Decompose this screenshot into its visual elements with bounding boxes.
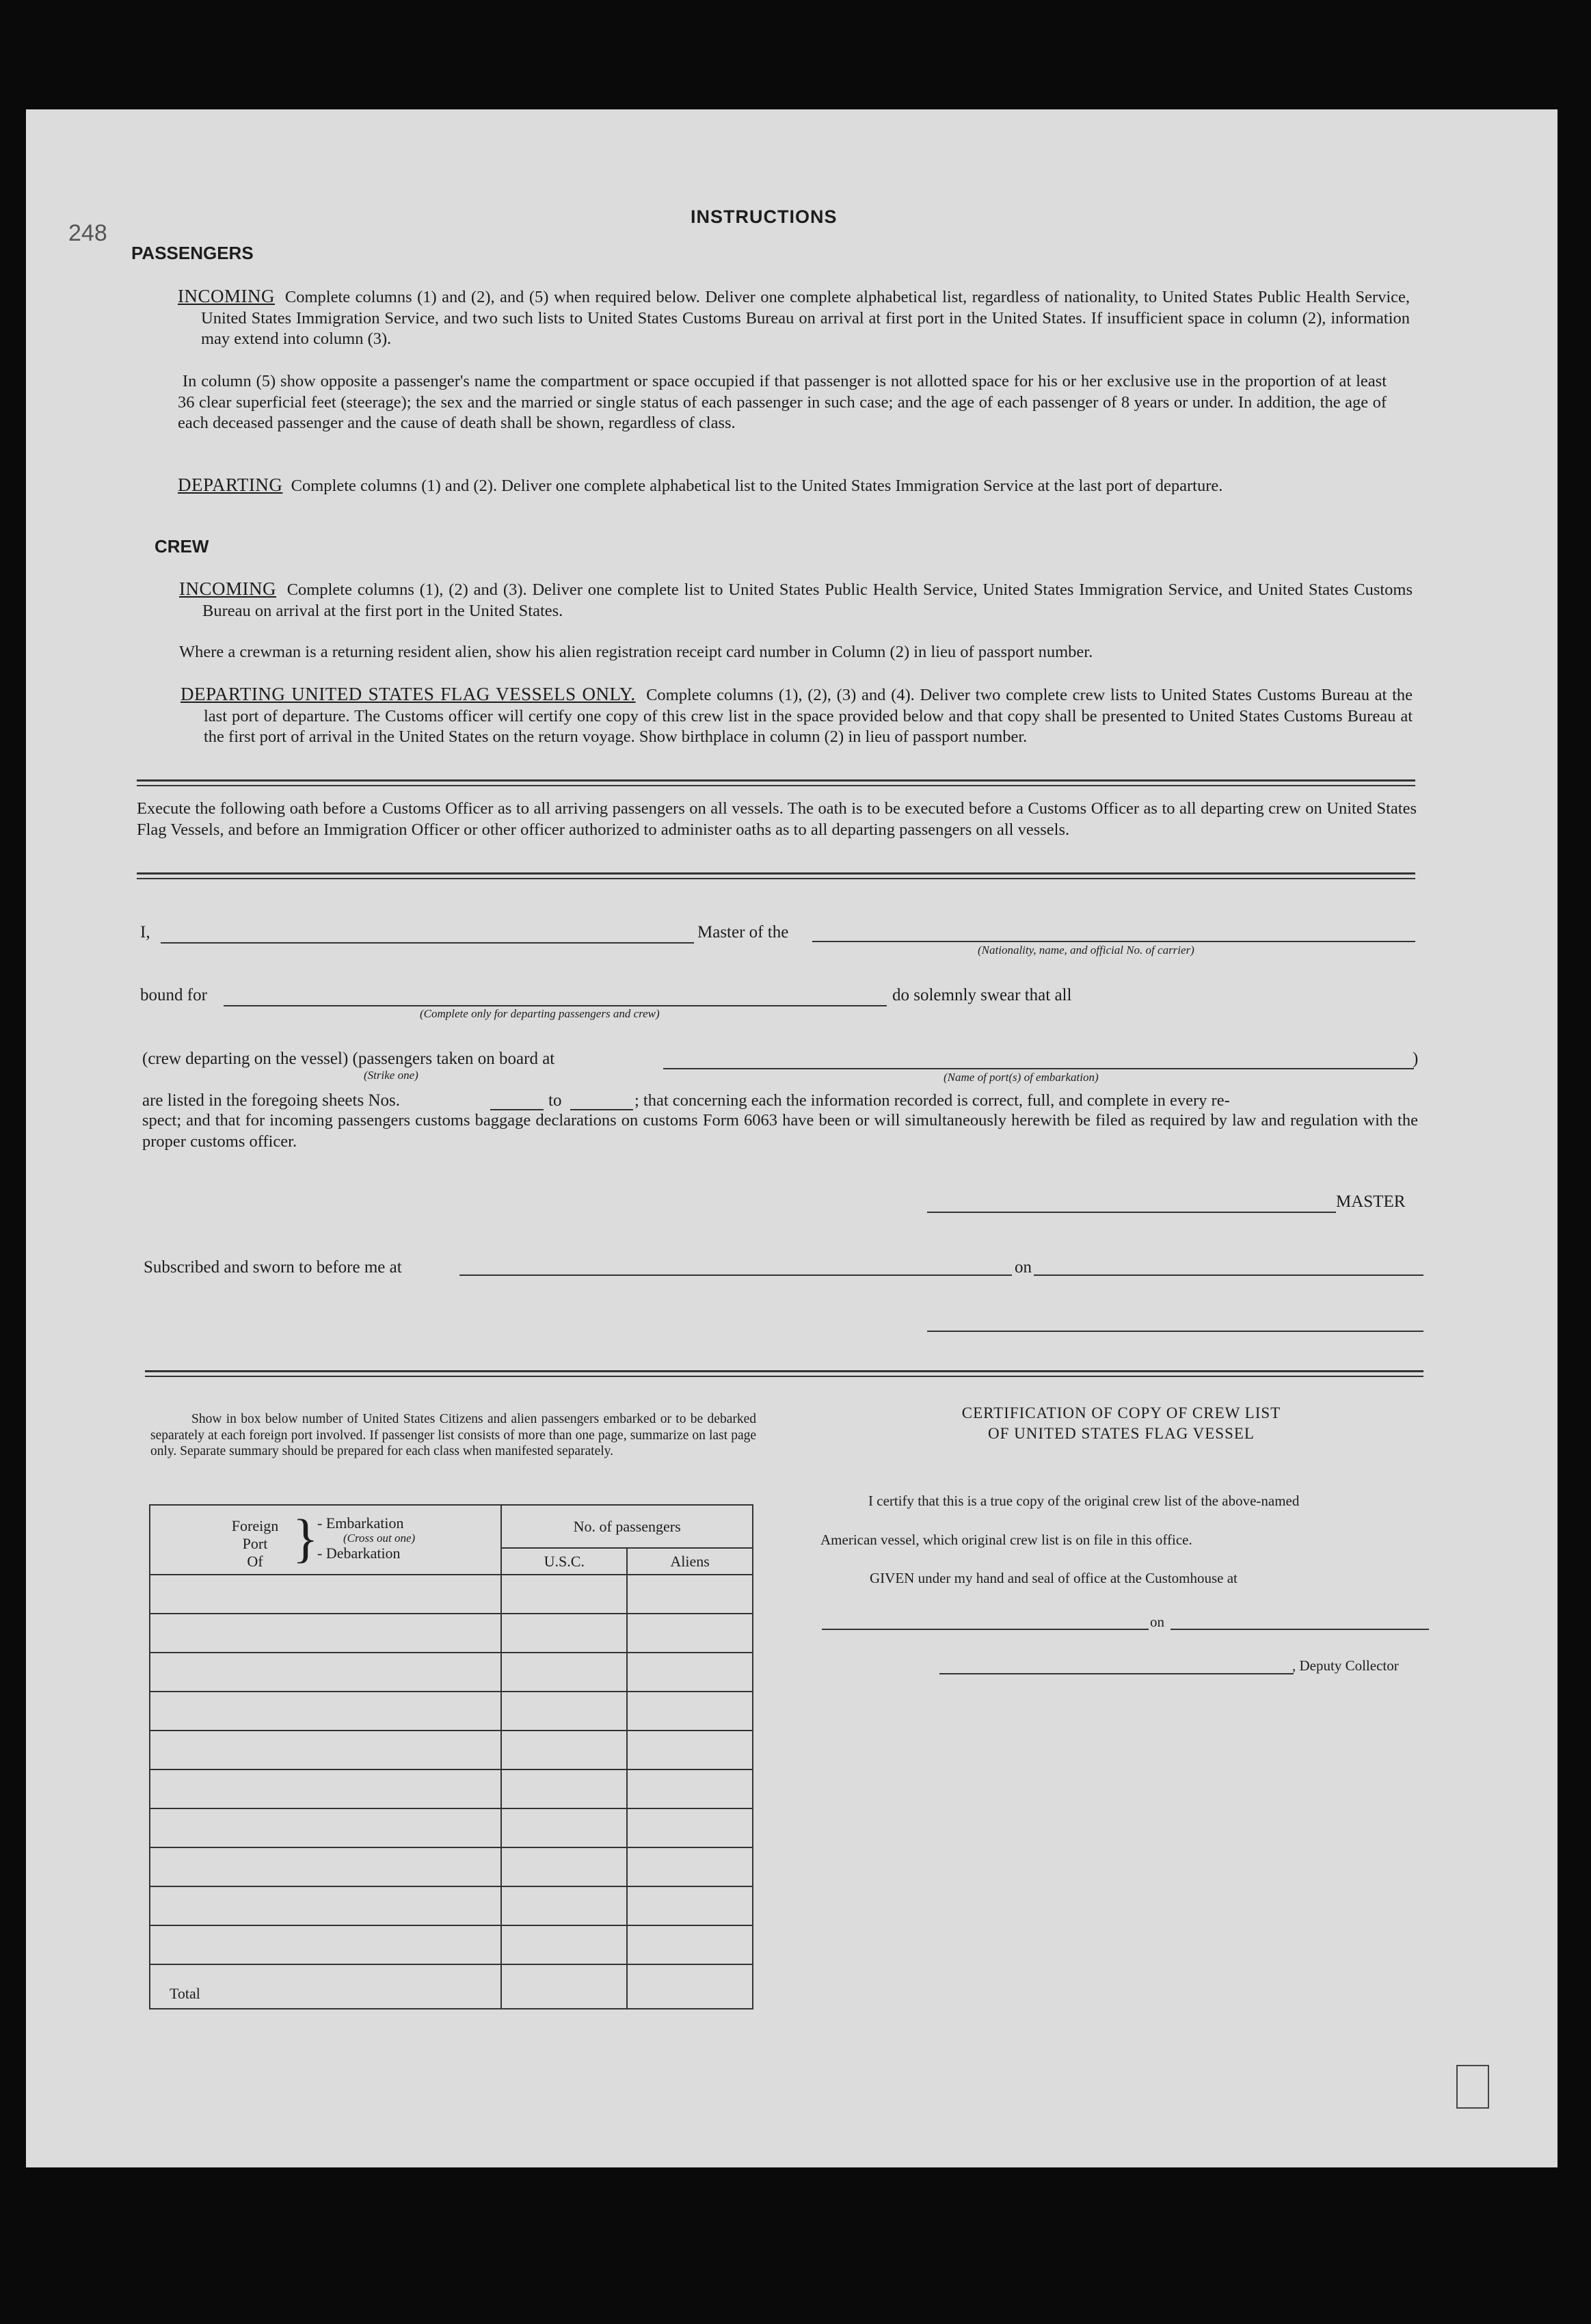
certification-on-field[interactable] [1171,1629,1429,1630]
passengers-incoming-paragraph [178,286,1410,350]
close-paren: ) [1413,1050,1419,1068]
strike-one-caption: (Strike one) [364,1069,418,1082]
of-label: Of [247,1553,263,1570]
usc-cell[interactable] [501,1614,627,1653]
crew-departing-label: DEPARTING UNITED STATES FLAG VESSELS ONLY. [181,684,636,704]
subscribed-label: Subscribed and sworn to before me at [144,1258,402,1277]
deputy-collector-label: , Deputy Collector [1292,1657,1399,1674]
deputy-collector-signature[interactable] [939,1673,1294,1674]
passengers-departing-label: DEPARTING [178,475,283,495]
port-cell[interactable] [150,1692,501,1731]
debarkation-label: - Debarkation [317,1545,401,1562]
subscribed-on-field[interactable] [1034,1274,1423,1276]
passengers-heading: PASSENGERS [131,243,254,263]
passengers-incoming-text: Complete columns (1) and (2), and (5) when required below. Deliver one complete alphabetical list, regardless of nationality, to United States Public Health Service, United States Immigration Service, and two such lists to United States Customs Bureau on arrival at first port in the United States. If insufficient space in column (2), information may extend into column (3). [201,288,1410,348]
bound-for-field[interactable] [224,1005,887,1006]
certification-title-1: CERTIFICATION OF COPY OF CREW LIST [961,1404,1281,1421]
port-cell[interactable] [150,1614,501,1653]
bound-for-label: bound for [140,986,207,1004]
table-row [150,1886,753,1925]
table-row [150,1575,753,1614]
ports-caption: (Name of port(s) of embarkation) [944,1071,1099,1084]
aliens-cell[interactable] [627,1808,753,1847]
embarkation-ports-field[interactable] [663,1068,1414,1069]
aliens-cell[interactable] [627,1925,753,1964]
oath-intro: Execute the following oath before a Customs Officer as to all arriving passengers on all vessels. The oath is to be executed before a Customs Officer as to all departing crew on United States Flag Vessels, and before an Immigration Officer or other officer authorized to administer oaths as to all departing passengers on all vessels. [137,799,1417,839]
usc-total-cell[interactable] [501,1964,627,2009]
usc-cell[interactable] [501,1769,627,1808]
aliens-cell[interactable] [627,1575,753,1614]
aliens-cell[interactable] [627,1614,753,1653]
usc-cell[interactable] [501,1925,627,1964]
usc-cell[interactable] [501,1886,627,1925]
carrier-field[interactable] [812,941,1415,942]
no-passengers-header: No. of passengers [501,1505,753,1548]
carrier-caption: (Nationality, name, and official No. of carrier) [978,944,1194,957]
table-header-row [150,1505,753,1548]
passenger-summary-table [149,1504,753,2009]
port-cell[interactable] [150,1886,501,1925]
foreign-label: Foreign [231,1517,279,1534]
certification-title [820,1403,1422,1444]
port-cell[interactable] [150,1847,501,1886]
port-label: Port [242,1535,268,1552]
divider-bottom-1 [145,1370,1423,1372]
subscribed-on-label: on [1015,1258,1032,1277]
listed-sheets-text-c: spect; and that for incoming passengers customs baggage declarations on customs Form 6063 have been or will simultaneously herewith be filed as required by law and regulation with the proper customs officer. [142,1111,1418,1151]
swear-label: do solemnly swear that all [892,986,1072,1004]
table-total-row [150,1964,753,2009]
crew-resident-text: Where a crewman is a returning resident alien, show his alien registration receipt card number in Column (2) in lieu of passport number. [179,643,1093,661]
page-number-stamp: 248 [68,220,107,246]
given-text: GIVEN under my hand and seal of office at the Customhouse at [870,1570,1238,1586]
officer-signature-field[interactable] [927,1331,1423,1332]
crew-departing-text: Complete columns (1), (2), (3) and (4). Deliver two complete crew lists to United States Customs Bureau at the last port of departure. The Customs officer will certify one copy of this crew list in the space provided below and that copy shall be presented to United States Customs Bureau at the first port of arrival in the United States on the return voyage. Show birthplace in column (2) in lieu of passport number. [204,686,1413,746]
divider-top-1 [137,779,1415,782]
table-row [150,1692,753,1731]
bound-for-caption: (Complete only for departing passengers and crew) [420,1007,660,1020]
crew-departing-paragraph [181,684,1413,748]
master-label: MASTER [1336,1192,1406,1211]
divider-top-2 [137,785,1415,786]
crew-incoming-label: INCOMING [179,578,276,599]
master-signature-field[interactable] [927,1212,1336,1213]
crew-incoming-text: Complete columns (1), (2) and (3). Deliver one complete list to United States Public Health Service, United States Immigration Service, and United States Customs Bureau on arrival at the first port in the United States. [202,580,1413,620]
crew-resident-paragraph [179,642,1389,663]
master-name-field[interactable] [161,942,694,944]
embarkation-label: - Embarkation [317,1514,404,1532]
aliens-cell[interactable] [627,1731,753,1769]
aliens-cell[interactable] [627,1886,753,1925]
port-cell[interactable] [150,1575,501,1614]
port-cell[interactable] [150,1808,501,1847]
certification-on-label: on [1150,1614,1164,1630]
crew-departing-label: (crew departing on the vessel) (passengers taken on board at [142,1050,555,1068]
aliens-total-cell[interactable] [627,1964,753,2009]
aliens-cell[interactable] [627,1847,753,1886]
table-row [150,1925,753,1964]
aliens-cell[interactable] [627,1769,753,1808]
listed-sheets-text-b: ; that concerning each the information recorded is correct, full, and complete in every re- [634,1091,1230,1110]
column5-paragraph [178,371,1387,434]
usc-cell[interactable] [501,1575,627,1614]
usc-header: U.S.C. [501,1548,627,1575]
table-row [150,1731,753,1769]
passengers-departing-paragraph [178,475,1410,497]
column5-text: In column (5) show opposite a passenger's name the compartment or space occupied if that passenger is not allotted space for his or her exclusive use in the proportion of at least 36 clear superficial feet (steerage); the sex and the married or single status of each passenger in such case; and the age of each passenger of 8 years or under. In addition, the age of each deceased passenger and the cause of death shall be shown, regardless of class. [178,372,1387,432]
passengers-incoming-label: INCOMING [178,286,275,306]
brace-icon: } [293,1508,319,1568]
usc-cell[interactable] [501,1653,627,1692]
port-header-cell [150,1505,501,1575]
table-row [150,1847,753,1886]
instructions-title: INSTRUCTIONS [691,206,838,227]
port-cell[interactable] [150,1653,501,1692]
table-row [150,1614,753,1653]
aliens-cell[interactable] [627,1653,753,1692]
oath-i-label: I, [140,923,150,941]
table-row [150,1769,753,1808]
master-of-the-label: Master of the [697,923,789,941]
port-cell[interactable] [150,1925,501,1964]
divider-mid-2 [137,878,1415,879]
crew-heading: CREW [155,536,209,557]
table-row [150,1808,753,1847]
sheets-to-label: to [548,1091,562,1110]
total-label: Total [150,1964,501,2009]
usc-cell[interactable] [501,1808,627,1847]
subscribed-at-field[interactable] [459,1274,1012,1276]
listed-sheets-label: are listed in the foregoing sheets Nos. [142,1091,400,1110]
table-row [150,1653,753,1692]
certification-title-2: OF UNITED STATES FLAG VESSEL [988,1425,1255,1442]
aliens-cell[interactable] [627,1692,753,1731]
usc-cell[interactable] [501,1731,627,1769]
summary-note: Show in box below number of United States Citizens and alien passengers embarked or to be debarked separately at each foreign port involved. If passenger list consists of more than one page, summarize on last page only. Separate summary should be prepared for each class when manifested separately. [150,1412,756,1458]
port-cell[interactable] [150,1769,501,1808]
usc-cell[interactable] [501,1692,627,1731]
crew-incoming-paragraph [179,578,1413,622]
page-corner-box [1456,2065,1489,2109]
divider-mid-1 [137,872,1415,874]
aliens-header: Aliens [627,1548,753,1575]
divider-bottom-2 [145,1376,1423,1377]
port-cell[interactable] [150,1731,501,1769]
cross-out-label: (Cross out one) [343,1532,416,1545]
certify-text: I certify that this is a true copy of the original crew list of the above-named [868,1493,1300,1509]
passengers-departing-text: Complete columns (1) and (2). Deliver one complete alphabetical list to the United States Immigration Service at the last port of departure. [291,477,1223,495]
customhouse-field[interactable] [822,1629,1149,1630]
usc-cell[interactable] [501,1847,627,1886]
certify-text-2: American vessel, which original crew list is on file in this office. [820,1532,1192,1548]
